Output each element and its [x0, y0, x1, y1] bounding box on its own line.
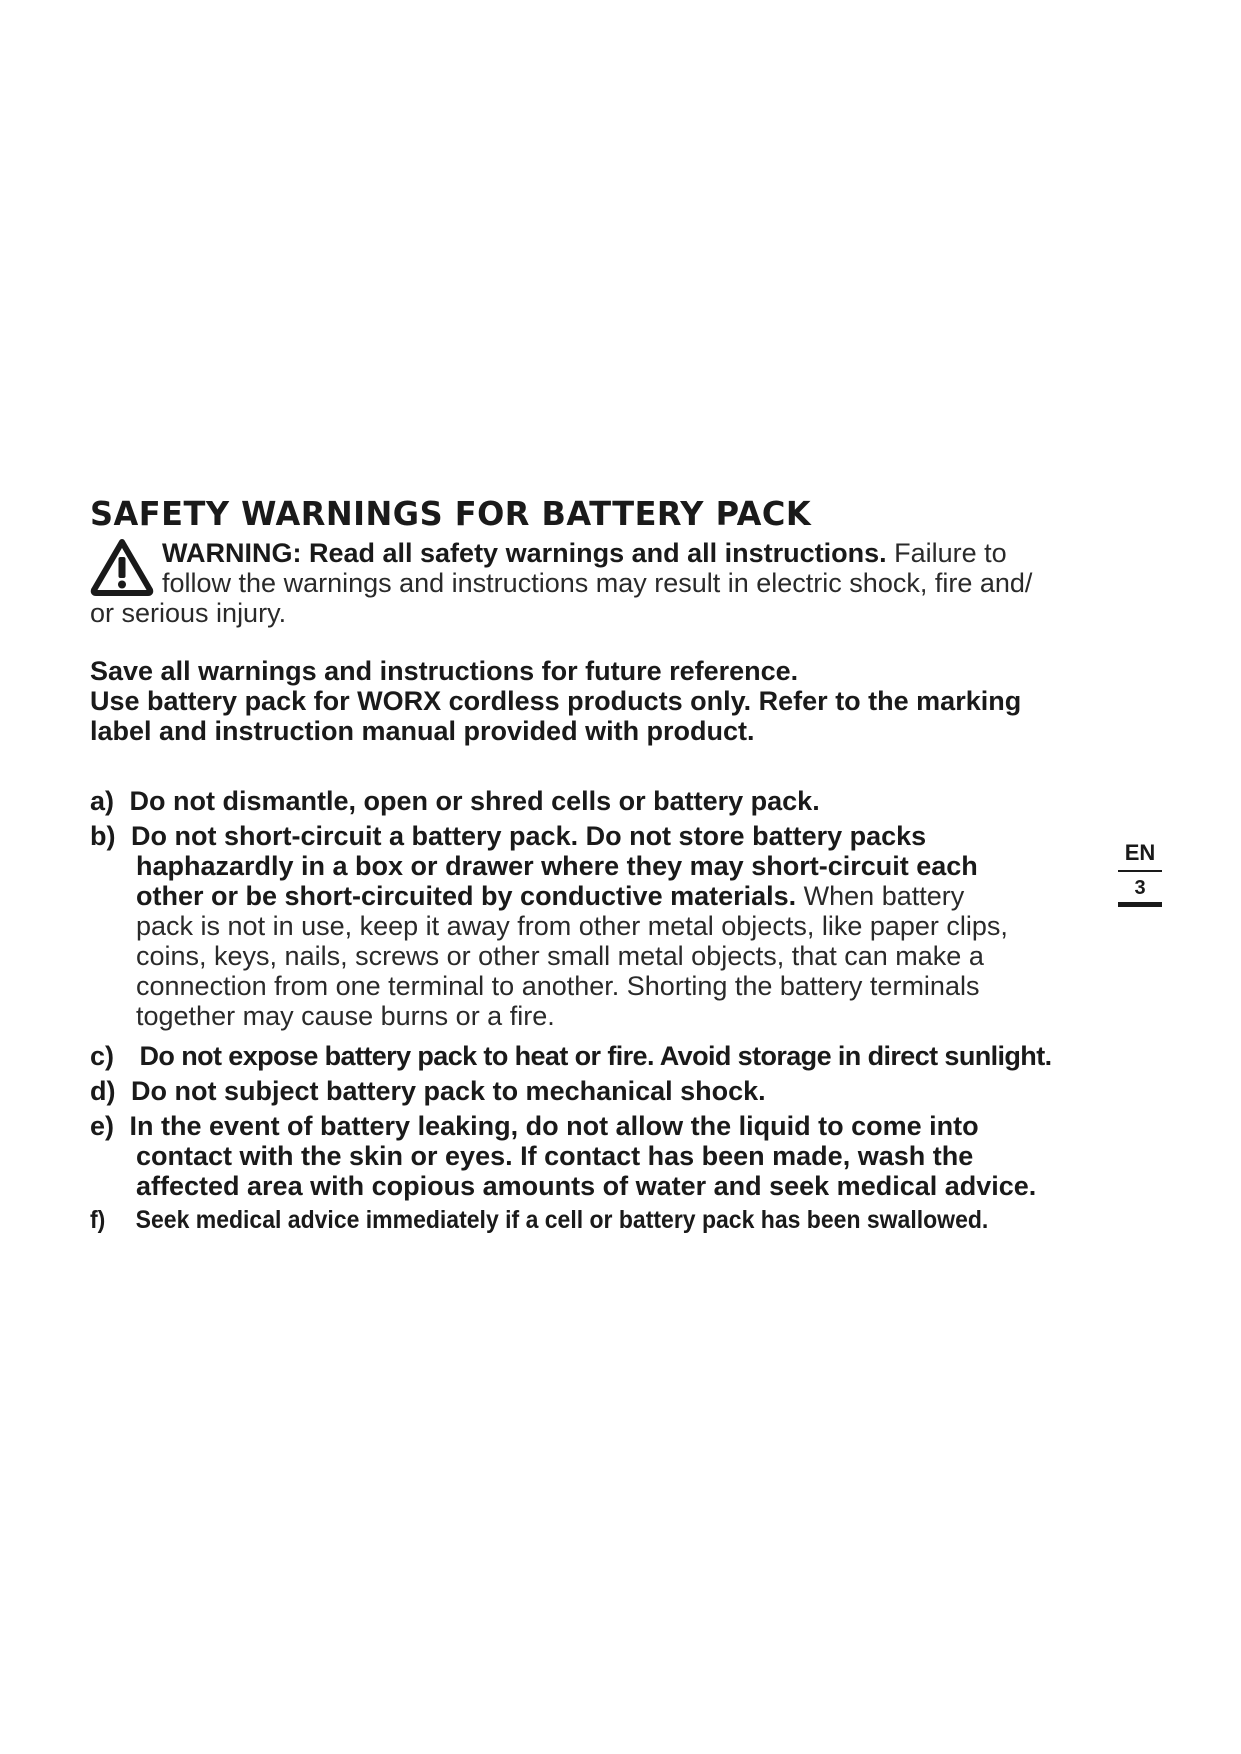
item-text: Do not dismantle, open or shred cells or battery pack.: [129, 786, 820, 816]
item-line-1: In the event of battery leaking, do not allow the liquid to come into: [129, 1111, 979, 1141]
list-item-a: [90, 786, 820, 816]
save-instructions-block: [90, 656, 1021, 746]
item-line-7: together may cause burns or a fire.: [136, 1001, 555, 1031]
save-line-3: label and instruction manual provided with product.: [90, 716, 755, 746]
item-marker: c): [90, 1041, 115, 1071]
item-marker: f): [90, 1206, 106, 1234]
list-item-e: [90, 1111, 1037, 1201]
page-tab: [1118, 840, 1162, 907]
list-item-f: [90, 1205, 988, 1235]
item-marker: a): [90, 786, 115, 816]
item-line-3: affected area with copious amounts of water and seek medical advice.: [136, 1171, 1037, 1201]
item-line-4: pack is not in use, keep it away from other metal objects, like paper clips,: [136, 911, 1008, 941]
item-line-2: contact with the skin or eyes. If contact has been made, wash the: [136, 1141, 974, 1171]
item-line-1: Do not short-circuit a battery pack. Do not store battery packs: [131, 821, 927, 851]
warning-line-1: [162, 538, 1007, 568]
item-line-3-bold: other or be short-circuited by conductive materials.: [136, 881, 797, 911]
warning-bold-lead: WARNING: Read all safety warnings and all instructions.: [162, 538, 887, 568]
tab-divider: [1118, 870, 1162, 872]
section-title: SAFETY WARNINGS FOR BATTERY PACK: [90, 494, 812, 533]
item-text: Do not subject battery pack to mechanical shock.: [131, 1076, 766, 1106]
item-line-2: haphazardly in a box or drawer where they may short-circuit each: [136, 851, 978, 881]
warning-line-3: or serious injury.: [90, 598, 287, 628]
item-line-6: connection from one terminal to another. Shorting the battery terminals: [136, 971, 980, 1001]
list-item-b: [90, 821, 1008, 1031]
item-text: Do not expose battery pack to heat or fire. Avoid storage in direct sunlight.: [139, 1041, 1052, 1071]
item-marker: e): [90, 1111, 115, 1141]
page-number: 3: [1134, 877, 1146, 899]
save-line-2: Use battery pack for WORX cordless products only. Refer to the marking: [90, 686, 1022, 716]
list-item-d: [90, 1076, 766, 1106]
list-item-c: [90, 1041, 1052, 1071]
save-line-1: Save all warnings and instructions for future reference.: [90, 656, 799, 686]
warning-line-2: follow the warnings and instructions may result in electric shock, fire and/: [162, 568, 1033, 598]
item-marker: b): [90, 821, 116, 851]
item-text: Seek medical advice immediately if a cell or battery pack has been swallowed.: [135, 1206, 989, 1234]
item-line-3: [136, 881, 964, 911]
warning-line-1-tail: Failure to: [886, 538, 1007, 568]
tab-underline: [1118, 902, 1162, 907]
warning-triangle-icon: [90, 538, 154, 596]
item-line-5: coins, keys, nails, screws or other small metal objects, that can make a: [136, 941, 984, 971]
language-label: EN: [1124, 840, 1156, 865]
item-line-3-tail: When battery: [796, 881, 965, 911]
item-marker: d): [90, 1076, 116, 1106]
